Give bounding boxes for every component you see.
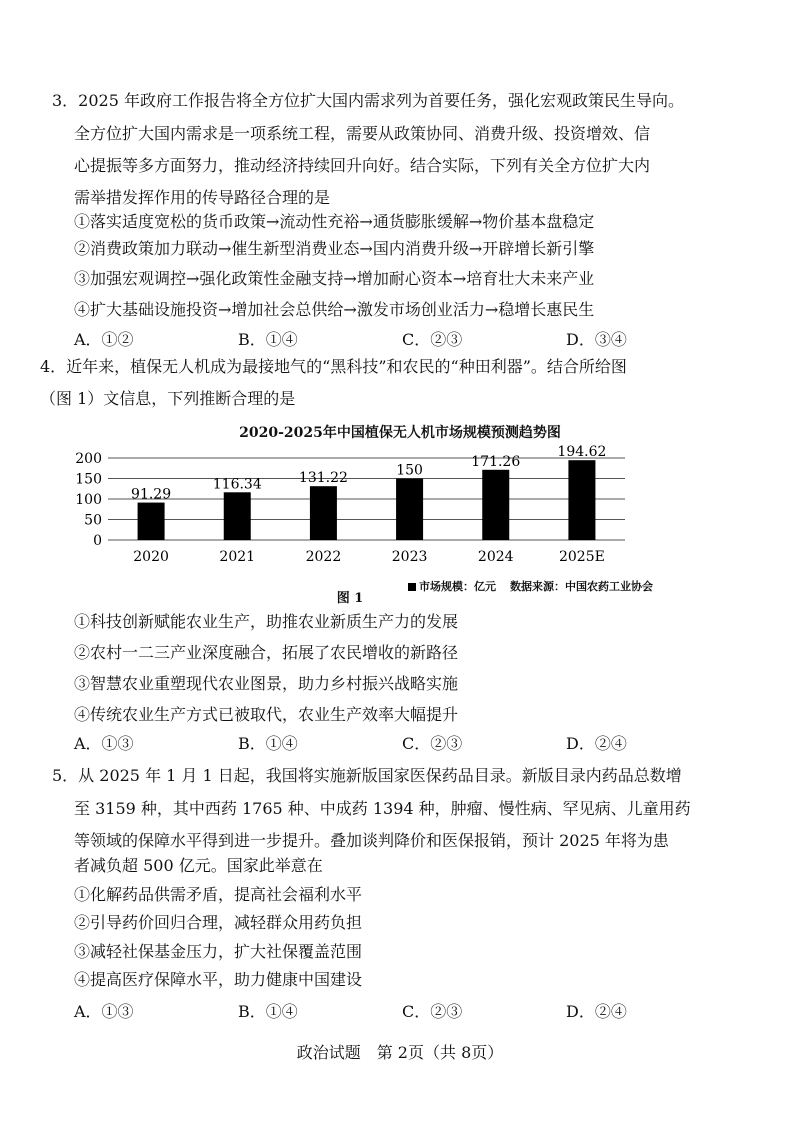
question-3-stem-line: 需举措发挥作用的传导路径合理的是 [74,188,331,207]
y-tick-label: 50 [84,512,102,529]
bar [482,470,509,540]
bar [224,492,251,540]
bar-value-label: 91.29 [131,486,172,503]
source-note: 数据来源：中国农药工业协会 [510,580,653,593]
bar-value-label: 116.34 [212,476,262,493]
question-5-option-c: C．②③ [402,1002,463,1021]
chart-title: 2020-2025年中国植保无人机市场规模预测趋势图 [239,425,561,441]
question-5-stem-line: 等领域的保障水平得到进一步提升。叠加谈判降价和医保报销，预计 2025 年将为患 [74,831,669,850]
y-tick-label: 0 [93,533,102,549]
question-3-item-2: ②消费政策加力联动→催生新型消费业态→国内消费升级→开辟增长新引擎 [74,239,595,258]
legend-label: 市场规模：亿元 [419,580,496,593]
question-4-option-c: C．②③ [402,734,463,753]
x-tick-label: 2025E [558,549,605,565]
question-3-item-3: ③加强宏观调控→强化政策性金融支持→增加耐心资本→培育壮大未来产业 [74,269,595,288]
x-tick-label: 2024 [477,549,514,565]
bar [568,460,595,540]
x-tick-label: 2022 [305,549,342,565]
question-5-item-3: ③减轻社保基金压力，扩大社保覆盖范围 [74,942,363,961]
question-3-stem-line: 3．2025 年政府工作报告将全方位扩大国内需求列为首要任务，强化宏观政策民生导向。 [52,91,684,110]
question-3-option-a: A．①② [74,330,134,349]
question-5-option-a: A．①③ [74,1002,134,1021]
question-4-stem-line: （图 1）文信息，下列推断合理的是 [40,389,296,408]
question-5-stem-line: 者减负超 500 亿元。国家此举意在 [74,856,323,875]
question-4-option-a: A．①③ [74,734,134,753]
x-tick-label: 2023 [391,549,428,565]
question-3-option-d: D．③④ [566,330,627,349]
question-5-item-2: ②引导药价回归合理，减轻群众用药负担 [74,913,363,932]
question-3-option-b: B．①④ [238,330,298,349]
x-tick-label: 2020 [133,549,169,565]
question-5-item-1: ①化解药品供需矛盾，提高社会福利水平 [74,885,363,904]
question-5-option-d: D．②④ [566,1002,627,1021]
question-3-stem-line: 全方位扩大国内需求是一项系统工程，需要从政策协同、消费升级、投资增效、信 [74,124,651,143]
question-4-item-1: ①科技创新赋能农业生产，助推农业新质生产力的发展 [74,612,459,631]
y-tick-label: 150 [75,471,102,488]
figure-caption: 图 1 [336,591,364,606]
question-3-item-1: ①落实适度宽松的货币政策→流动性充裕→通货膨胀缓解→物价基本盘稳定 [74,212,595,231]
question-4-item-4: ④传统农业生产方式已被取代，农业生产效率大幅提升 [74,705,459,724]
bar-value-label: 150 [396,462,423,479]
question-4-stem-line: 4．近年来，植保无人机成为最接地气的“黑科技”和农民的“种田利器”。结合所给图 [40,357,627,376]
bar-value-label: 131.22 [298,470,348,487]
question-3-option-c: C．②③ [402,330,463,349]
question-5-stem-line: 至 3159 种，其中西药 1765 种、中成药 1394 种，肿瘤、慢性病、罕见病、儿童用药 [74,799,691,818]
bar [138,503,165,540]
question-3-stem-line: 心提振等多方面努力，推动经济持续回升向好。结合实际，下列有关全方位扩大内 [74,156,651,175]
question-5-item-4: ④提高医疗保障水平，助力健康中国建设 [74,970,363,989]
bar-value-label: 194.62 [557,444,607,461]
question-4-item-3: ③智慧农业重塑现代农业图景，助力乡村振兴战略实施 [74,674,459,693]
question-4-option-d: D．②④ [566,734,627,753]
question-4-option-b: B．①④ [238,734,298,753]
bar-chart [70,440,640,570]
y-tick-label: 100 [75,492,102,508]
page-footer: 政治试题 第 2页（共 8页） [296,1043,504,1062]
x-tick-label: 2021 [219,549,256,565]
question-3-item-4: ④扩大基础设施投资→增加社会总供给→激发市场创业活力→稳增长惠民生 [74,300,595,319]
bar [310,486,337,540]
bar-value-label: 171.26 [471,453,521,470]
bar [396,479,423,541]
y-tick-label: 200 [75,451,102,467]
question-5-stem-line: 5．从 2025 年 1 月 1 日起，我国将实施新版国家医保药品目录。新版目录内药品总数增 [52,766,682,785]
question-4-item-2: ②农村一二三产业深度融合，拓展了农民增收的新路径 [74,643,459,662]
question-5-option-b: B．①④ [238,1002,298,1021]
